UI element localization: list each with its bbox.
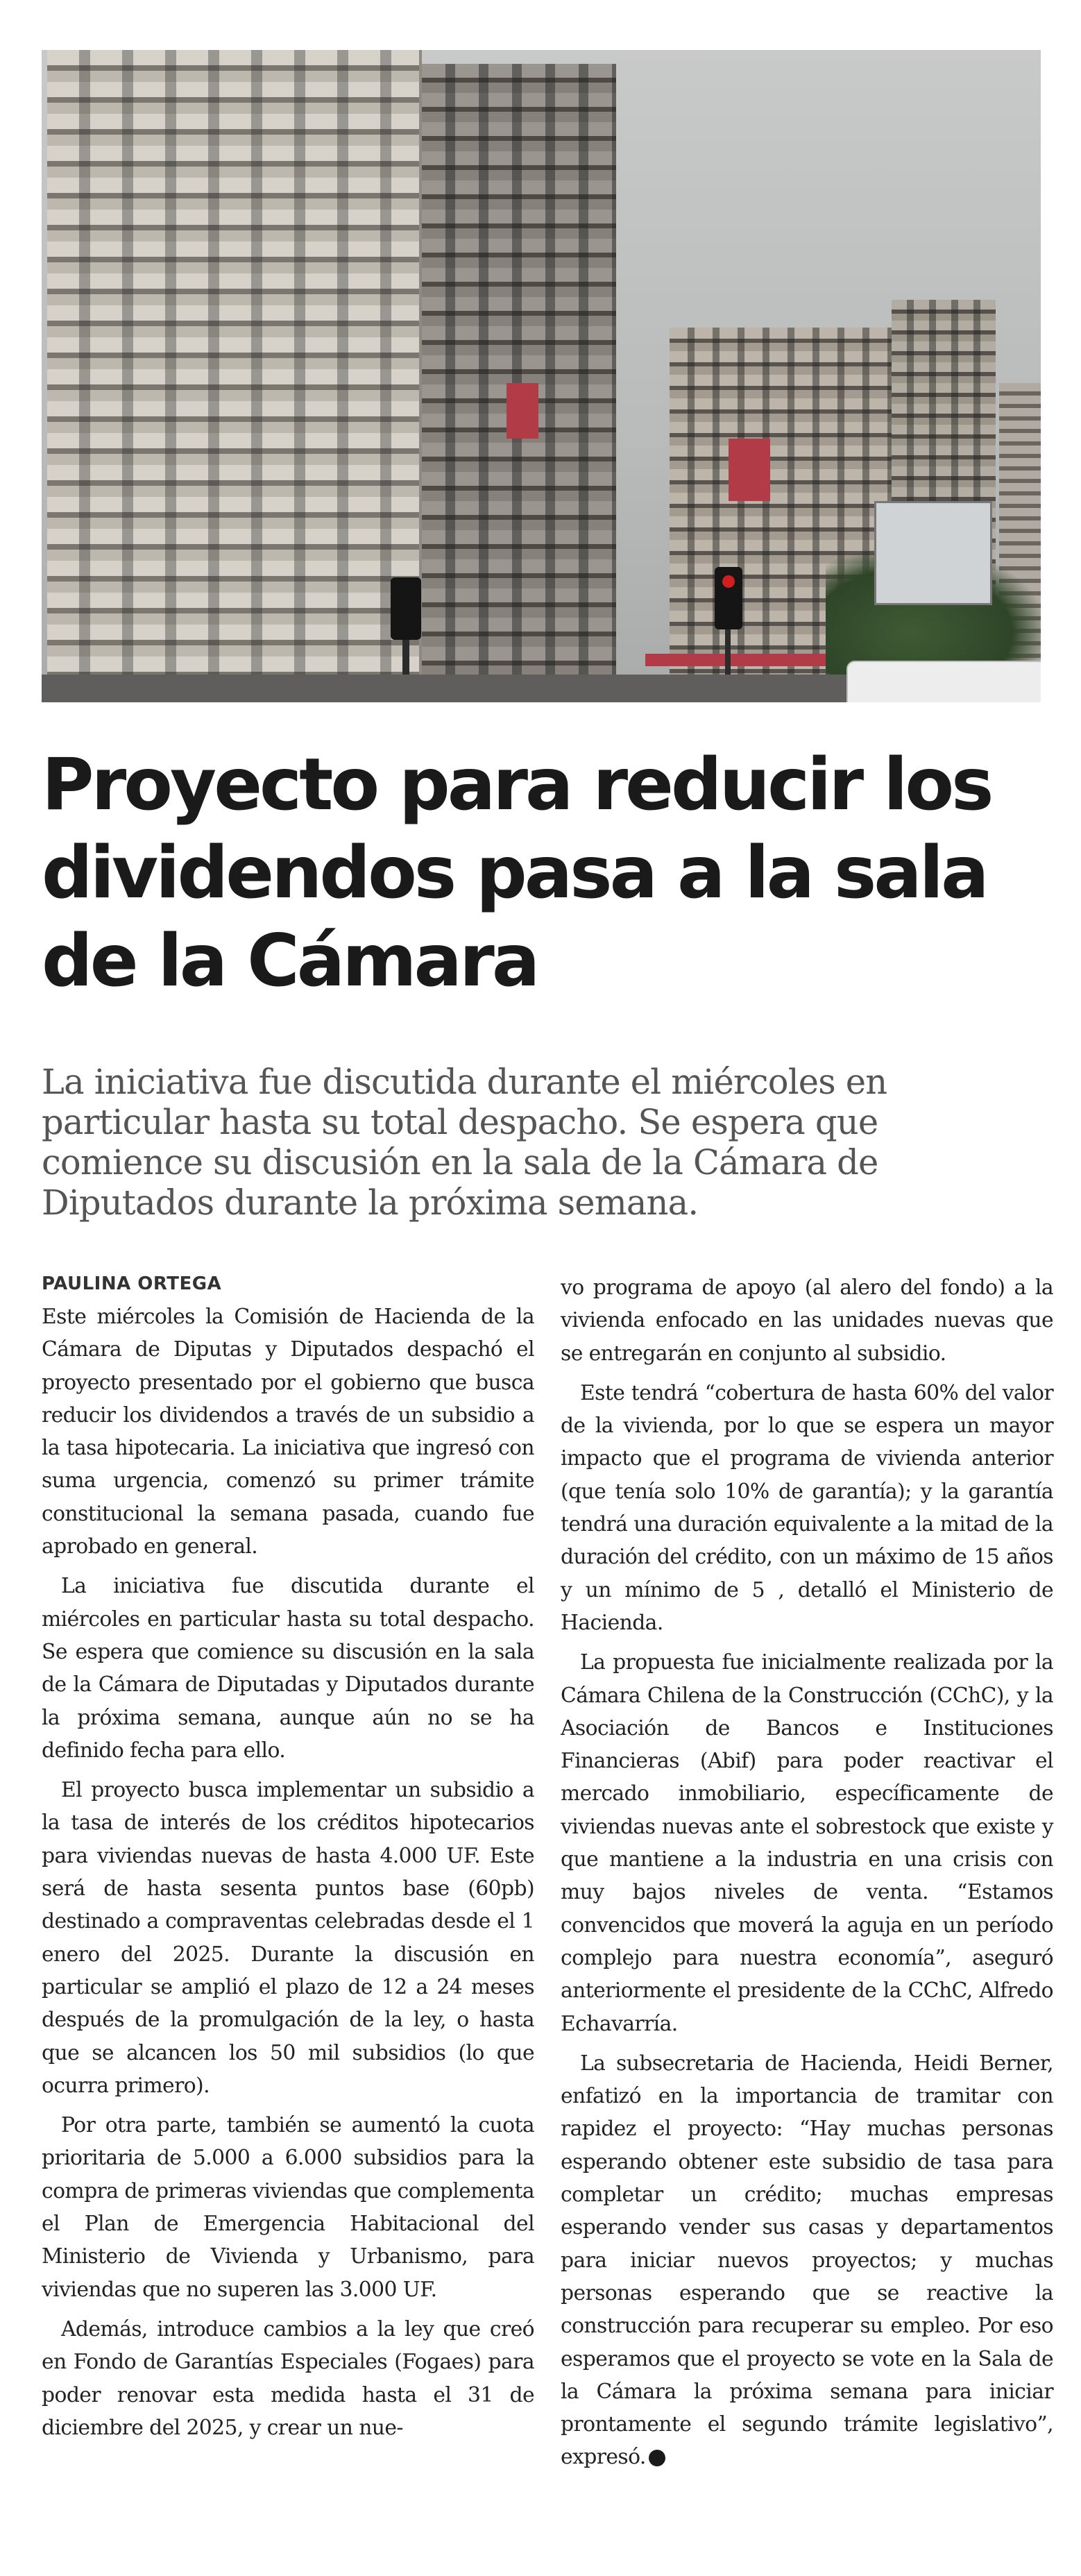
body-column-left xyxy=(42,1271,534,2451)
traffic-light xyxy=(715,567,742,629)
traffic-light xyxy=(391,577,421,640)
body-column-right xyxy=(561,1271,1053,2481)
facade-banner xyxy=(729,439,770,501)
paragraph: La iniciativa fue discutida durante el miércoles en particular hasta su total despacho. Se espera que comience su discusión en la sala de la Cámara de Diputadas y Diputados durante la próxima semana, aunque aún no se ha definido fecha para ello. xyxy=(42,1574,534,1763)
paragraph: La propuesta fue inicialmente realizada por la Cámara Chilena de la Construcción (CChC), y la Asociación de Bancos e Instituciones Financieras (Abif) para poder reactivar el mercado inmobiliario, específicamente de viviendas nuevas ante el sobrestock que existe y que mantiene a la industria en una crisis con muy bajos niveles de venta. “Estamos convencidos que moverá la aguja en un período complejo para nuestra economía”, aseguró anteriormente el presidente de la CChC, Alfredo Echavarría. xyxy=(561,1650,1053,2036)
facade-banner xyxy=(507,383,538,439)
billboard xyxy=(874,501,992,605)
article-photo xyxy=(42,50,1041,702)
paragraph: Por otra parte, también se aumentó la cuota prioritaria de 5.000 a 6.000 subsidios para la compra de primeras viviendas que complementa el Plan de Emergencia Habitacional del Ministerio de Vivienda y Urbanismo, para viviendas que no superen las 3.000 UF. xyxy=(42,2113,534,2302)
paragraph: Además, introduce cambios a la ley que creó en Fondo de Garantías Especiales (Fogaes) para poder renovar esta medida hasta el 31 de diciembre del 2025, y crear un nue- xyxy=(42,2316,534,2440)
paragraph: Este miércoles la Comisión de Hacienda de la Cámara de Diputas y Diputados despachó el proyecto presentado por el gobierno que busca reducir los dividendos a través de un subsidio a la tasa hipotecaria. La iniciativa que ingresó con suma urgencia, comenzó su primer trámite constitucional la semana pasada, cuando fue aprobado en general. xyxy=(42,1305,534,1559)
building-left-side xyxy=(422,64,616,681)
building-left xyxy=(47,50,422,681)
end-mark-icon: P xyxy=(649,2450,665,2466)
lede: La iniciativa fue discutida durante el miércoles en particular hasta su total despacho. Se espera que comience su discusión en la sala de la Cámara de Diputados durante la próxima semana. xyxy=(42,1062,887,1223)
paragraph: El proyecto busca implementar un subsidio a la tasa de interés de los créditos hipotecarios para viviendas nuevas de hasta 4.000 UF. Este será de hasta sesenta puntos base (60pb) destinado a compraventas celebradas desde el 1 enero del 2025. Durante la discusión en particular se amplió el plazo de 12 a 24 meses después de la promulgación de la ley, o hasta que se alcancen los 50 mil subsidios (lo que ocurra primero). xyxy=(42,1778,534,2098)
red-lamp xyxy=(722,575,735,588)
headline: Proyecto para reducir los dividendos pasa a la sala de la Cámara xyxy=(42,743,991,1003)
van xyxy=(846,661,1041,702)
paragraph-text: La subsecretaria de Hacienda, Heidi Berner, enfatizó en la importancia de tramitar con rapidez el proyecto: “Hay muchas personas esperando obtener este subsidio de tasa para completar un crédito; muchas empresas esperando vender sus casas y departamentos para iniciar nuevos proyectos; y muchas personas esperando que se reactive la construcción para recuperar su empleo. Por eso esperamos que el proyecto se vote en la Sala de la Cámara la próxima semana para iniciar prontamente el segundo trámite legislativo”, expresó. xyxy=(561,2051,1053,2470)
paragraph: vo programa de apoyo (al alero del fondo) a la vivienda enfocado en las unidades nuevas que se entregarán en conjunto al subsidio. xyxy=(561,1276,1053,1366)
paragraph xyxy=(561,2047,1053,2474)
paragraph: Este tendrá “cobertura de hasta 60% del valor de la vivienda, por lo que se espera un mayor impacto que el programa de vivienda anterior (que tenía solo 10% de garantía); y la garantía tendrá una duración equivalente a la mitad de la duración del crédito, con un máximo de 15 años y un mínimo de 5 , detalló el Ministerio de Hacienda. xyxy=(561,1380,1053,1635)
byline: PAULINA ORTEGA xyxy=(42,1273,222,1294)
